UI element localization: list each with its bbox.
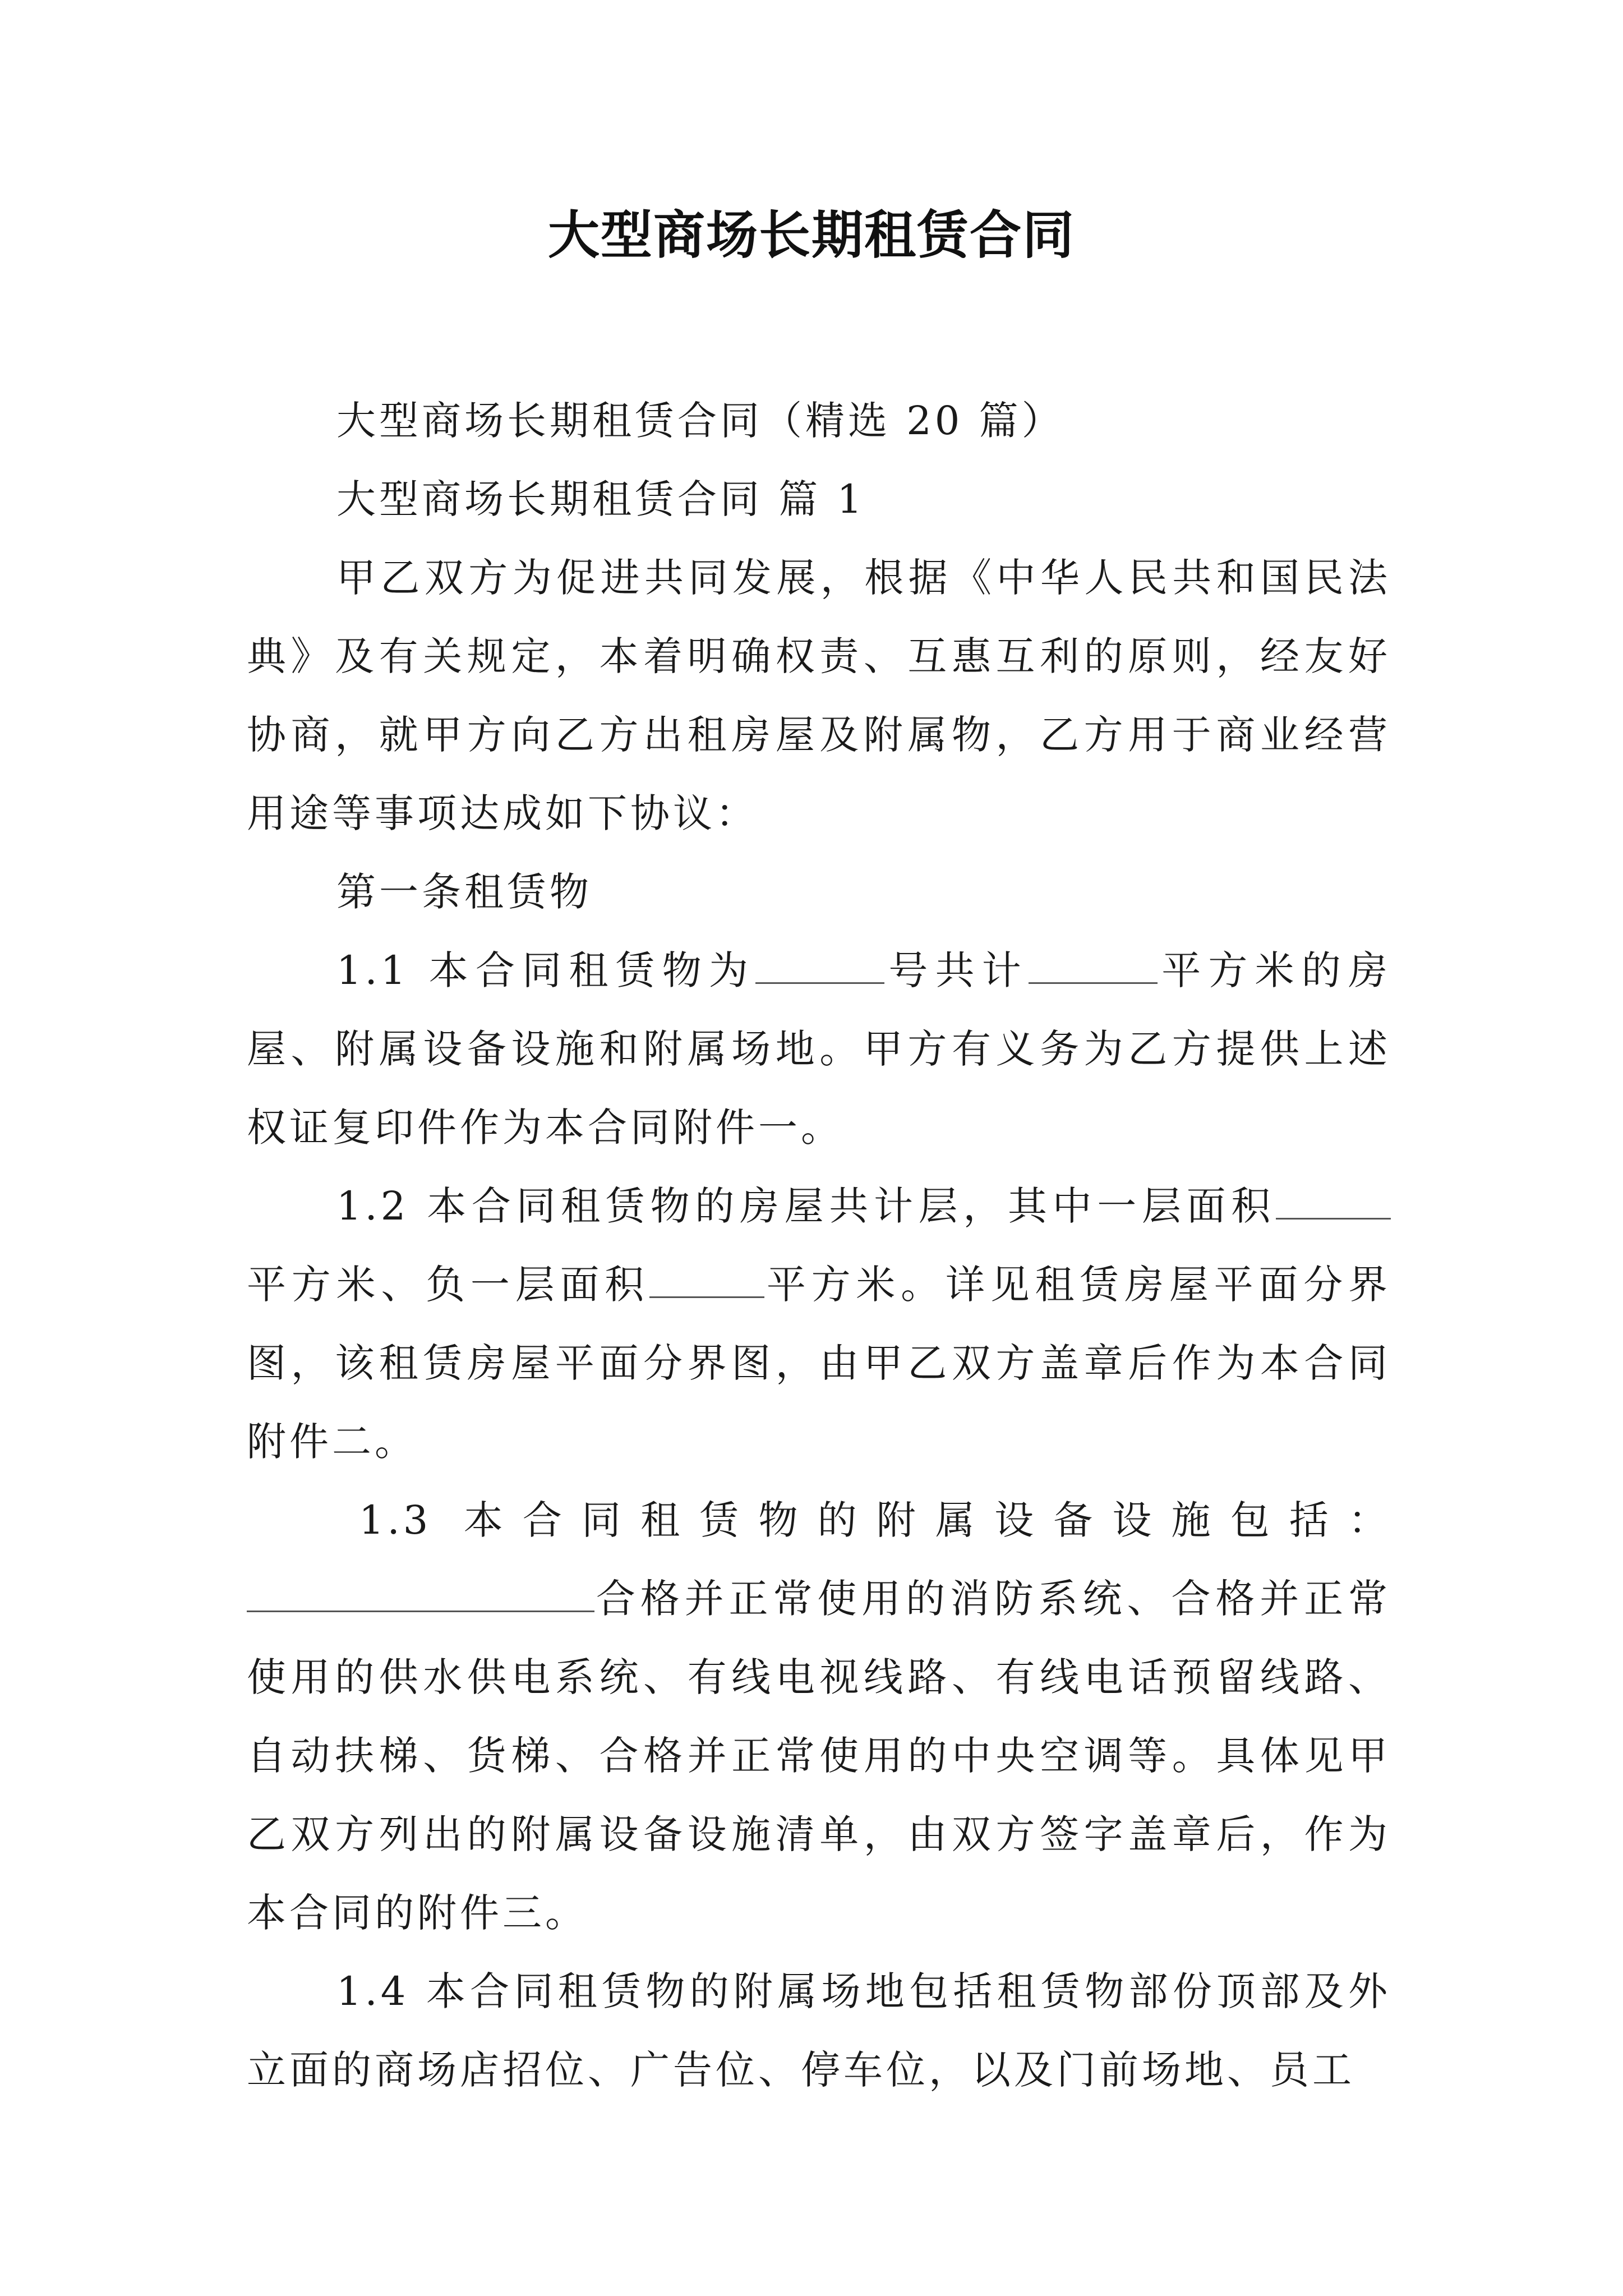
document-body — [247, 381, 1391, 2109]
clause-1-3 — [247, 1559, 1391, 1952]
clause-1-1-text-b: 号共计 — [884, 947, 1029, 993]
fill-blank[interactable] — [247, 1567, 594, 1612]
document-subtitle: 大型商场长期租赁合同（精选 20 篇） — [336, 398, 1064, 444]
fill-blank[interactable] — [755, 938, 884, 984]
fill-blank[interactable] — [1276, 1174, 1391, 1220]
intro-paragraph: 甲乙双方为促进共同发展，根据《中华人民共和国民法典》及有关规定，本着明确权责、互惠互利的原则，经友好协商，就甲方向乙方出租房屋及附属物，乙方用于商业经营用途等事项达成如下协议： — [247, 555, 1391, 836]
clause-1-2 — [247, 1167, 1391, 1481]
clause-1-4: 1.4 本合同租赁物的附属场地包括租赁物部份顶部及外立面的商场店招位、广告位、停车位，以及门前场地、员工 — [247, 1968, 1391, 2093]
article-1-heading: 第一条租赁物 — [336, 869, 592, 915]
clause-1-3-text-b: 合格并正常使用的消防系统、合格并正常使用的供水供电系统、有线电视线路、有线电话预留线路、自动扶梯、货梯、合格并正常使用的中央空调等。具体见甲乙双方列出的附属设备设施清单，由双方签字盖章后，作为本合同的附件三。 — [247, 1576, 1391, 1936]
clause-1-2-text-b: 平方米、负一层面积 — [247, 1262, 650, 1308]
clause-1-2-text-a: 1.2 本合同租赁物的房屋共计层，其中一层面积 — [336, 1183, 1276, 1229]
clause-1-1 — [247, 931, 1391, 1167]
clause-1-1-text-c: 平方米的房屋、附属设备设施和附属场地。甲方有义务为乙方提供上述权证复印件作为本合同附件一。 — [247, 947, 1391, 1151]
clause-1-1-text-a: 1.1 本合同租赁物为 — [336, 947, 756, 993]
clause-1-2-text-c: 平方米。详见租赁房屋平面分界图，该租赁房屋平面分界图，由甲乙双方盖章后作为本合同附件二。 — [247, 1262, 1391, 1465]
fill-blank[interactable] — [649, 1253, 764, 1298]
document-title: 大型商场长期租赁合同 — [547, 205, 1075, 265]
section-heading: 大型商场长期租赁合同 篇 1 — [336, 476, 866, 522]
clause-1-3-heading: 1.3 本合同租赁物的附属设备设施包括： — [359, 1497, 1391, 1543]
fill-blank[interactable] — [1029, 938, 1158, 984]
